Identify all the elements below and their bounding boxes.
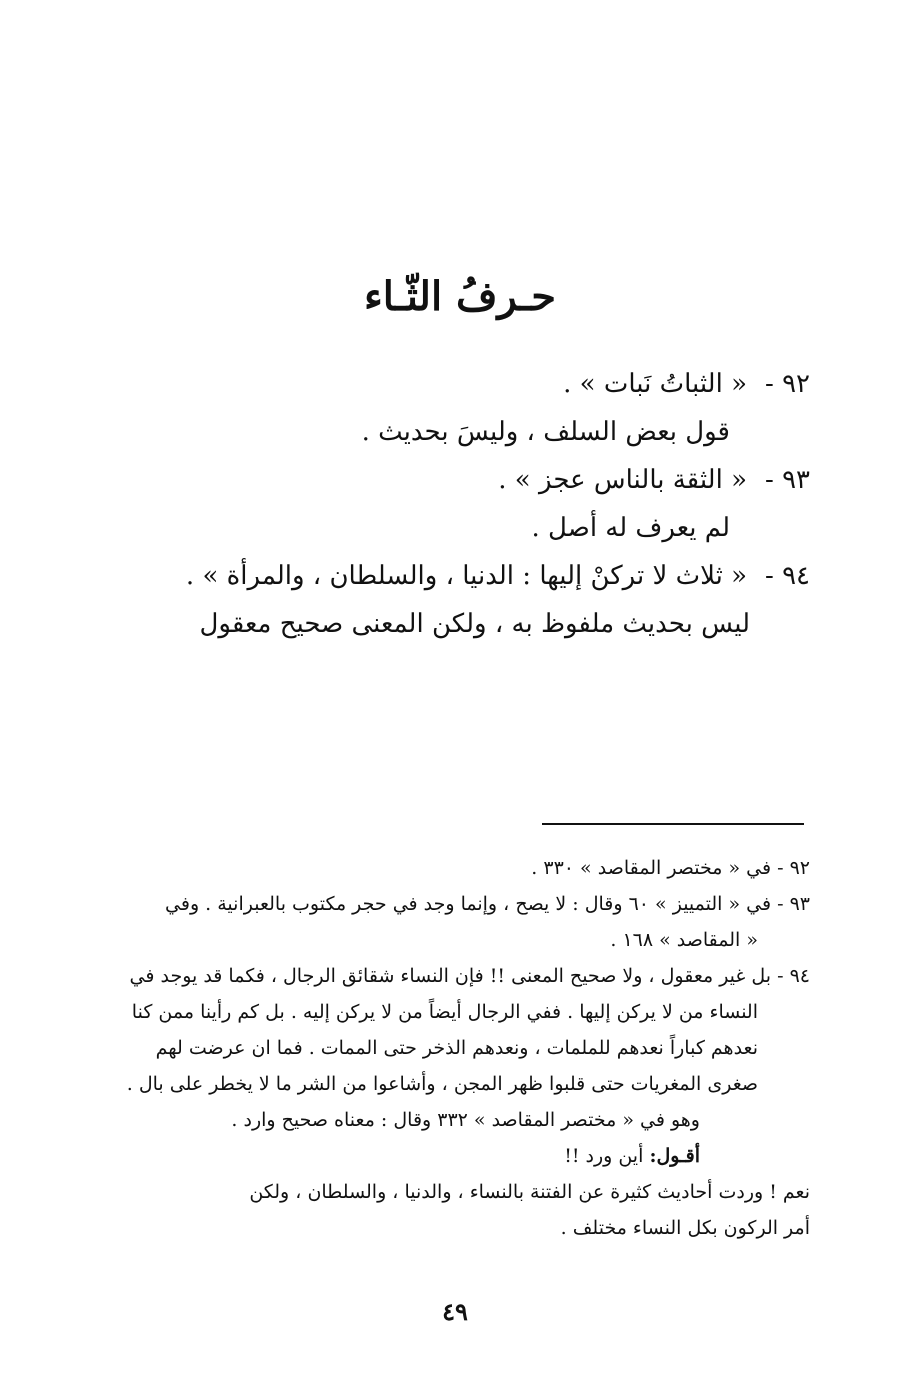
- footnote-94-line: النساء من لا يركن إليها . ففي الرجال أيضاً من لا يركن إليه . بل كم رأينا ممن كنا: [131, 1001, 758, 1023]
- entry-comment: لم يعرف له أصل .: [531, 513, 730, 543]
- footnotes: [90, 850, 810, 1246]
- entry-94: [185, 552, 810, 600]
- entry-text: « الثقة بالناس عجز » .: [498, 465, 747, 495]
- chapter-title: حـرفُ الثّـاء: [364, 273, 556, 320]
- footnote-94-line: صغرى المغريات حتى قلبوا ظهر المجن ، وأشاعوا من الشر ما لا يخطر على بال .: [126, 1073, 758, 1095]
- footnote-94-aqul: [90, 1138, 810, 1174]
- footnote-94-line: نعدهم كباراً نعدهم للملمات ، ونعدهم الذخر حتى الممات . فما ان عرضت لهم: [155, 1037, 758, 1059]
- entries-list: [185, 360, 810, 648]
- footnote-94-line: نعم ! وردت أحاديث كثيرة عن الفتنة بالنساء ، والدنيا ، والسلطان ، ولكن: [249, 1181, 810, 1203]
- entry-comment: ليس بحديث ملفوظ به ، ولكن المعنى صحيح معقول: [199, 609, 750, 639]
- footnote-separator: [542, 823, 804, 825]
- footnote-92: ٩٢ - في « مختصر المقاصد » ٣٣٠ .: [531, 857, 810, 879]
- footnote-94-line: وهو في « مختصر المقاصد » ٣٣٢ وقال : معناه صحيح وارد .: [231, 1109, 700, 1131]
- entry-comment: قول بعض السلف ، وليسَ بحديث .: [361, 417, 730, 447]
- aqul-label: أقـول:: [649, 1145, 700, 1167]
- entry-text: « الثباتُ نَبات » .: [563, 369, 747, 399]
- page-number: ٤٩: [442, 1297, 468, 1326]
- footnote-93-line: « المقاصد » ١٦٨ .: [610, 929, 758, 951]
- entry-number: ٩٣ -: [765, 465, 810, 495]
- entry-number: ٩٤ -: [765, 561, 810, 591]
- footnote-93-line: ٩٣ - في « التمييز » ٦٠ وقال : لا يصح ، وإنما وجد في حجر مكتوب بالعبرانية . وفي: [165, 893, 810, 915]
- footnote-94-line: أمر الركون بكل النساء مختلف .: [560, 1217, 810, 1239]
- entry-92: [210, 360, 810, 408]
- entry-number: ٩٢ -: [765, 369, 810, 399]
- entry-text: « ثلاث لا تركنْ إليها : الدنيا ، والسلطان ، والمرأة » .: [185, 561, 747, 591]
- aqul-text: أين ورد !!: [564, 1145, 644, 1167]
- entry-93: [210, 456, 810, 504]
- footnote-94-line: ٩٤ - بل غير معقول ، ولا صحيح المعنى !! فإن النساء شقائق الرجال ، فكما قد يوجد في: [129, 965, 810, 987]
